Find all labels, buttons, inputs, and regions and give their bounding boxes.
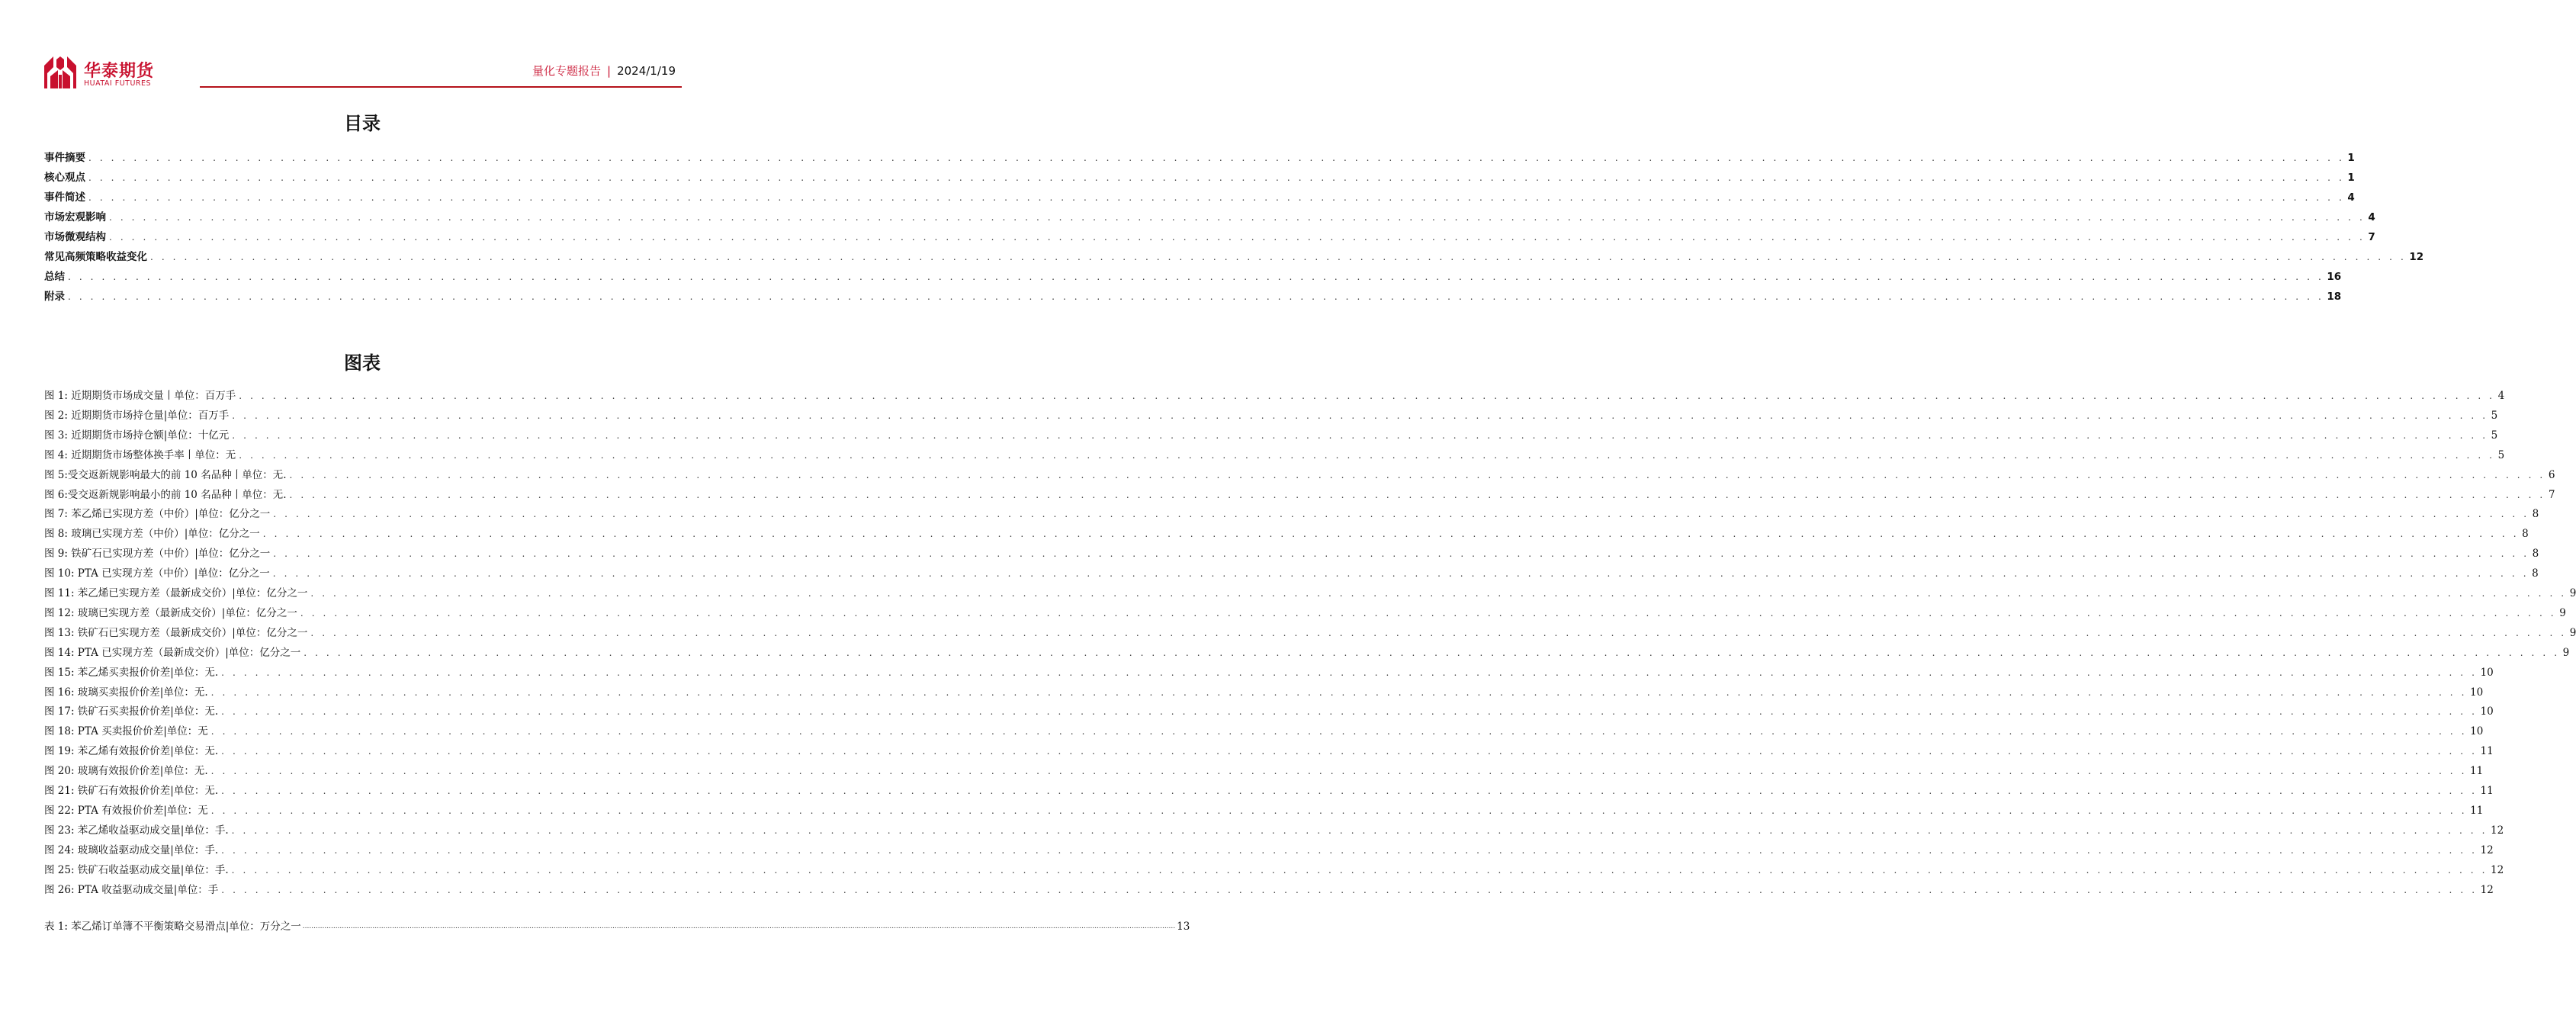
figure-entry-label: 图 19: 苯乙烯有效报价价差|单位：无. (44, 745, 219, 758)
toc-entry-label: 市场微观结构 (44, 231, 106, 243)
figure-entry-page: 8 (2522, 528, 2529, 541)
figure-entry-page: 5 (2497, 448, 2505, 461)
figure-entry-page: 12 (2491, 863, 2504, 876)
toc-entry-page: 16 (2327, 271, 2342, 283)
figure-entry-page: 4 (2497, 390, 2505, 402)
figure-entry-page: 10 (2480, 666, 2494, 679)
dot-leader: . . . . . . . . . . . . . . . . . . . . . . . . . . . . . . . . . . . . . . . . . . . . . . . . . . . . . . . . . . . . . . . . . . . . . . . . . . . . . . . . . . . . . . . . . . . . . . . . . . . . . . . . . . . . . . . . . . . . . . . . . . . . . . . . . . . . . . . . . . . . . . . . . . . . . . . . . . . . . . . . . . . . . . . . . . . . . . . . . . . . . . . . . . . . . . . . . . . . . . . . (221, 786, 2478, 796)
toc-entry[interactable] (44, 250, 2424, 264)
figure-entry-label: 图 23: 苯乙烯收益驱动成交量|单位：手. (44, 824, 229, 837)
table-entry-label: 表 1: 苯乙烯订单簿不平衡策略交易滑点|单位：万分之一 (44, 921, 301, 933)
figure-entry-page: 10 (2470, 725, 2484, 738)
figure-entry-label: 图 24: 玻璃收益驱动成交量|单位：手. (44, 843, 219, 856)
figure-entry[interactable] (44, 843, 2494, 857)
toc-entry-label: 市场宏观影响 (44, 211, 106, 223)
dot-leader: . . . . . . . . . . . . . . . . . . . . . . . . . . . . . . . . . . . . . . . . . . . . . . . . . . . . . . . . . . . . . . . . . . . . . . . . . . . . . . . . . . . . . . . . . . . . . . . . . . . . . . . . . . . . . . . . . . . . . . . . . . . . . . . . . . . . . . . . . . . . . . . . . . . . . . . . . . . . . . . . . . . . . . . . . . . . . . . . . . . . . . . . . . . . . . . . . . . . . . . . (88, 153, 2345, 163)
dot-leader: . . . . . . . . . . . . . . . . . . . . . . . . . . . . . . . . . . . . . . . . . . . . . . . . . . . . . . . . . . . . . . . . . . . . . . . . . . . . . . . . . . . . . . . . . . . . . . . . . . . . . . . . . . . . . . . . . . . . . . . . . . . . . . . . . . . . . . . . . . . . . . . . . . . . . . . . . . . . . . . . . . . . . . . . . . . . . . . . . . . . . . . . . . . . . . . . . . . . . . . . (210, 726, 2468, 737)
dot-leader: . . . . . . . . . . . . . . . . . . . . . . . . . . . . . . . . . . . . . . . . . . . . . . . . . . . . . . . . . . . . . . . . . . . . . . . . . . . . . . . . . . . . . . . . . . . . . . . . . . . . . . . . . . . . . . . . . . . . . . . . . . . . . . . . . . . . . . . . . . . . . . . . . . . . . . . . . . . . . . . . . . . . . . . . . . . . . . . . . . . . . . . . . . . . . . . . . . . . . . . . (221, 884, 2478, 895)
report-info (532, 63, 676, 79)
figure-entry[interactable] (44, 824, 2504, 837)
figure-entry-label: 图 16: 玻璃买卖报价价差|单位：无. (44, 686, 208, 699)
dot-leader: . . . . . . . . . . . . . . . . . . . . . . . . . . . . . . . . . . . . . . . . . . . . . . . . . . . . . . . . . . . . . . . . . . . . . . . . . . . . . . . . . . . . . . . . . . . . . . . . . . . . . . . . . . . . . . . . . . . . . . . . . . . . . . . . . . . . . . . . . . . . . . . . . . . . . . . . . . . . . . . . . . . . . . . . . . . . . . . . . . . . . . . . . . . . . . . . . . . . . . . . (300, 607, 2557, 619)
toc-entry-label: 常见高频策略收益变化 (44, 251, 147, 263)
figure-entry-page: 11 (2480, 785, 2494, 797)
figure-entry-label: 图 25: 铁矿石收益驱动成交量|单位：手. (44, 863, 229, 876)
dot-leader: ................................................................................................................................................................................................................................................................................................................................................................................................................ (302, 923, 1176, 930)
toc-entry-page: 4 (2347, 191, 2355, 204)
figure-entry-label: 图 6:受交返新规影响最小的前 10 名品种丨单位：无. (44, 488, 287, 501)
toc-entry[interactable] (44, 151, 2355, 165)
dot-leader: . . . . . . . . . . . . . . . . . . . . . . . . . . . . . . . . . . . . . . . . . . . . . . . . . . . . . . . . . . . . . . . . . . . . . . . . . . . . . . . . . . . . . . . . . . . . . . . . . . . . . . . . . . . . . . . . . . . . . . . . . . . . . . . . . . . . . . . . . . . . . . . . . . . . . . . . . . . . . . . . . . . . . . . . . . . . . . . . . . . . . . . . . . . . . . . . . . . . . . . . (262, 529, 2520, 540)
dot-leader: . . . . . . . . . . . . . . . . . . . . . . . . . . . . . . . . . . . . . . . . . . . . . . . . . . . . . . . . . . . . . . . . . . . . . . . . . . . . . . . . . . . . . . . . . . . . . . . . . . . . . . . . . . . . . . . . . . . . . . . . . . . . . . . . . . . . . . . . . . . . . . . . . . . . . . . . . . . . . . . . . . . . . . . . . . . . . . . . . . . . . . . . . . . . . . . . . . . . . . . . (221, 746, 2478, 757)
figure-entry[interactable] (44, 804, 2484, 818)
dot-leader: . . . . . . . . . . . . . . . . . . . . . . . . . . . . . . . . . . . . . . . . . . . . . . . . . . . . . . . . . . . . . . . . . . . . . . . . . . . . . . . . . . . . . . . . . . . . . . . . . . . . . . . . . . . . . . . . . . . . . . . . . . . . . . . . . . . . . . . . . . . . . . . . . . . . . . . . . . . . . . . . . . . . . . . . . . . . . . . . . . . . . . . . . . . . . . . . . . . . . . . . (272, 568, 2529, 580)
figure-entry[interactable] (44, 863, 2504, 877)
figure-entry-label: 图 14: PTA 已实现方差（最新成交价）|单位：亿分之一 (44, 646, 301, 659)
dot-leader: . . . . . . . . . . . . . . . . . . . . . . . . . . . . . . . . . . . . . . . . . . . . . . . . . . . . . . . . . . . . . . . . . . . . . . . . . . . . . . . . . . . . . . . . . . . . . . . . . . . . . . . . . . . . . . . . . . . . . . . . . . . . . . . . . . . . . . . . . . . . . . . . . . . . . . . . . . . . . . . . . . . . . . . . . . . . . . . . . . . . . . . . . . . . . . . . . . . . . . . . (273, 509, 2529, 520)
figure-entry-page: 11 (2480, 745, 2494, 758)
toc-entry-page: 12 (2409, 251, 2424, 263)
figure-entry-page: 9 (2562, 646, 2570, 659)
brand-name: 华泰期货 (84, 62, 155, 81)
report-separator: | (607, 64, 612, 78)
toc-entry-page: 4 (2368, 211, 2375, 223)
figure-entry-label: 图 12: 玻璃已实现方差（最新成交价）|单位：亿分之一 (44, 606, 297, 619)
figure-entry[interactable] (44, 606, 2566, 620)
toc-entry-page: 7 (2368, 231, 2375, 243)
figure-entry-page: 8 (2532, 567, 2539, 580)
toc-entry-page: 18 (2327, 291, 2342, 303)
figures-title: 图表 (344, 352, 381, 374)
dot-leader: . . . . . . . . . . . . . . . . . . . . . . . . . . . . . . . . . . . . . . . . . . . . . . . . . . . . . . . . . . . . . . . . . . . . . . . . . . . . . . . . . . . . . . . . . . . . . . . . . . . . . . . . . . . . . . . . . . . . . . . . . . . . . . . . . . . . . . . . . . . . . . . . . . . . . . . . . . . . . . . . . . . . . . . . . . . . . . . . . . . . . . . . . . . . . . . . . . . . . . . . (289, 489, 2545, 500)
figure-entry-page: 5 (2491, 429, 2498, 442)
figure-entry[interactable] (44, 488, 2555, 502)
figure-entry-page: 9 (2559, 606, 2566, 619)
figure-entry-page: 7 (2548, 488, 2555, 501)
toc-entry[interactable] (44, 290, 2342, 304)
toc-entry[interactable] (44, 230, 2375, 244)
figure-entry-label: 图 1: 近期期货市场成交量丨单位：百万手 (44, 390, 236, 402)
toc-entry-label: 附录 (44, 291, 65, 303)
huatai-logo-icon (44, 56, 76, 88)
figure-entry[interactable] (44, 705, 2494, 718)
figure-entry-page: 12 (2491, 824, 2504, 837)
figure-entry[interactable] (44, 883, 2494, 897)
figure-entry[interactable] (44, 547, 2539, 561)
table-entry-page: 13 (1177, 921, 1190, 933)
dot-leader: . . . . . . . . . . . . . . . . . . . . . . . . . . . . . . . . . . . . . . . . . . . . . . . . . . . . . . . . . . . . . . . . . . . . . . . . . . . . . . . . . . . . . . . . . . . . . . . . . . . . . . . . . . . . . . . . . . . . . . . . . . . . . . . . . . . . . . . . . . . . . . . . . . . . . . . . . . . . . . . . . . . . . . . . . . . . . . . . . . . . . . . . . . . . . . . . . . . . . . . . (210, 805, 2468, 816)
dot-leader: . . . . . . . . . . . . . . . . . . . . . . . . . . . . . . . . . . . . . . . . . . . . . . . . . . . . . . . . . . . . . . . . . . . . . . . . . . . . . . . . . . . . . . . . . . . . . . . . . . . . . . . . . . . . . . . . . . . . . . . . . . . . . . . . . . . . . . . . . . . . . . . . . . . . . . . . . . . . . . . . . . . . . . . . . . . . . . . . . . . . . . . . . . . . . . . . . . . . . . . . (239, 449, 2495, 461)
figure-entry[interactable] (44, 567, 2539, 580)
figure-entry-page: 11 (2470, 804, 2484, 817)
report-type: 量化专题报告 (532, 64, 602, 78)
figure-entry-label: 图 2: 近期期货市场持仓量|单位：百万手 (44, 409, 230, 422)
dot-leader: . . . . . . . . . . . . . . . . . . . . . . . . . . . . . . . . . . . . . . . . . . . . . . . . . . . . . . . . . . . . . . . . . . . . . . . . . . . . . . . . . . . . . . . . . . . . . . . . . . . . . . . . . . . . . . . . . . . . . . . . . . . . . . . . . . . . . . . . . . . . . . . . . . . . . . . . . . . . . . . . . . . . . . . . . . . . . . . . . . . . . . . . . . . . . . . . . . . . . . . . (232, 429, 2488, 441)
figure-entry[interactable] (44, 744, 2494, 758)
dot-leader: . . . . . . . . . . . . . . . . . . . . . . . . . . . . . . . . . . . . . . . . . . . . . . . . . . . . . . . . . . . . . . . . . . . . . . . . . . . . . . . . . . . . . . . . . . . . . . . . . . . . . . . . . . . . . . . . . . . . . . . . . . . . . . . . . . . . . . . . . . . . . . . . . . . . . . . . . . . . . . . . . . . . . . . . . . . . . . . . . . . . . . . . . . . . . . . . . . . . . . . . (310, 588, 2567, 599)
toc-entry-label: 核心观点 (44, 172, 85, 184)
figure-entry-page: 12 (2480, 883, 2494, 896)
figure-entry-label: 图 15: 苯乙烯买卖报价价差|单位：无. (44, 666, 219, 679)
dot-leader: . . . . . . . . . . . . . . . . . . . . . . . . . . . . . . . . . . . . . . . . . . . . . . . . . . . . . . . . . . . . . . . . . . . . . . . . . . . . . . . . . . . . . . . . . . . . . . . . . . . . . . . . . . . . . . . . . . . . . . . . . . . . . . . . . . . . . . . . . . . . . . . . . . . . . . . . . . . . . . . . . . . . . . . . . . . . . . . . . . . . . . . . . . . . . . . . . . . . . . . . (273, 548, 2529, 560)
dot-leader: . . . . . . . . . . . . . . . . . . . . . . . . . . . . . . . . . . . . . . . . . . . . . . . . . . . . . . . . . . . . . . . . . . . . . . . . . . . . . . . . . . . . . . . . . . . . . . . . . . . . . . . . . . . . . . . . . . . . . . . . . . . . . . . . . . . . . . . . . . . . . . . . . . . . . . . . . . . . . . . . . . . . . . . . . . . . . . . . . . . . . . . . . . . . . . . . . . . . . . . . (221, 844, 2478, 856)
toc-entry[interactable] (44, 171, 2355, 185)
dot-leader: . . . . . . . . . . . . . . . . . . . . . . . . . . . . . . . . . . . . . . . . . . . . . . . . . . . . . . . . . . . . . . . . . . . . . . . . . . . . . . . . . . . . . . . . . . . . . . . . . . . . . . . . . . . . . . . . . . . . . . . . . . . . . . . . . . . . . . . . . . . . . . . . . . . . . . . . . . . . . . . . . . . . . . . . . . . . . . . . . . . . . . . . . . . . . . . . . . . . . . . . (239, 390, 2495, 401)
figure-entry[interactable] (44, 764, 2484, 778)
figure-entry-page: 6 (2548, 468, 2555, 481)
dot-leader: . . . . . . . . . . . . . . . . . . . . . . . . . . . . . . . . . . . . . . . . . . . . . . . . . . . . . . . . . . . . . . . . . . . . . . . . . . . . . . . . . . . . . . . . . . . . . . . . . . . . . . . . . . . . . . . . . . . . . . . . . . . . . . . . . . . . . . . . . . . . . . . . . . . . . . . . . . . . . . . . . . . . . . . . . . . . . . . . . . . . . . . . . . . . . . . . . . . . . . . . (109, 232, 2366, 243)
figure-entry-page: 5 (2491, 409, 2498, 422)
figure-entry-page: 8 (2532, 508, 2539, 521)
toc-entry-label: 总结 (44, 271, 65, 283)
figure-entry-label: 图 17: 铁矿石买卖报价价差|单位：无. (44, 705, 219, 718)
dot-leader: . . . . . . . . . . . . . . . . . . . . . . . . . . . . . . . . . . . . . . . . . . . . . . . . . . . . . . . . . . . . . . . . . . . . . . . . . . . . . . . . . . . . . . . . . . . . . . . . . . . . . . . . . . . . . . . . . . . . . . . . . . . . . . . . . . . . . . . . . . . . . . . . . . . . . . . . . . . . . . . . . . . . . . . . . . . . . . . . . . . . . . . . . . . . . . . . . . . . . . . . (231, 824, 2488, 836)
figure-entry-label: 图 20: 玻璃有效报价价差|单位：无. (44, 765, 208, 778)
figure-entry[interactable] (44, 666, 2494, 680)
figure-entry-label: 图 22: PTA 有效报价价差|单位：无 (44, 804, 208, 817)
figure-entry-page: 11 (2470, 765, 2484, 778)
figure-entry-label: 图 10: PTA 已实现方差（中价）|单位：亿分之一 (44, 567, 270, 580)
figure-entry[interactable] (44, 527, 2529, 541)
page-header (44, 56, 682, 90)
dot-leader: . . . . . . . . . . . . . . . . . . . . . . . . . . . . . . . . . . . . . . . . . . . . . . . . . . . . . . . . . . . . . . . . . . . . . . . . . . . . . . . . . . . . . . . . . . . . . . . . . . . . . . . . . . . . . . . . . . . . . . . . . . . . . . . . . . . . . . . . . . . . . . . . . . . . . . . . . . . . . . . . . . . . . . . . . . . . . . . . . . . . . . . . . . . . . . . . . . . . . . . . (150, 252, 2407, 262)
figure-entry-label: 图 18: PTA 买卖报价价差|单位：无 (44, 725, 208, 738)
figure-entry[interactable] (44, 409, 2498, 423)
dot-leader: . . . . . . . . . . . . . . . . . . . . . . . . . . . . . . . . . . . . . . . . . . . . . . . . . . . . . . . . . . . . . . . . . . . . . . . . . . . . . . . . . . . . . . . . . . . . . . . . . . . . . . . . . . . . . . . . . . . . . . . . . . . . . . . . . . . . . . . . . . . . . . . . . . . . . . . . . . . . . . . . . . . . . . . . . . . . . . . . . . . . . . . . . . . . . . . . . . . . . . . . (310, 627, 2567, 638)
figure-entry-page: 10 (2470, 686, 2484, 699)
figure-entry-label: 图 9: 铁矿石已实现方差（中价）|单位：亿分之一 (44, 548, 271, 561)
dot-leader: . . . . . . . . . . . . . . . . . . . . . . . . . . . . . . . . . . . . . . . . . . . . . . . . . . . . . . . . . . . . . . . . . . . . . . . . . . . . . . . . . . . . . . . . . . . . . . . . . . . . . . . . . . . . . . . . . . . . . . . . . . . . . . . . . . . . . . . . . . . . . . . . . . . . . . . . . . . . . . . . . . . . . . . . . . . . . . . . . . . . . . . . . . . . . . . . . . . . . . . . (88, 192, 2345, 203)
header-divider (200, 86, 682, 88)
figure-entry[interactable] (44, 725, 2484, 738)
figure-entry-label: 图 3: 近期期货市场持仓额|单位：十亿元 (44, 429, 230, 442)
figure-entry[interactable] (44, 586, 2576, 600)
toc-entry[interactable] (44, 270, 2342, 284)
figure-entry-page: 10 (2480, 705, 2494, 718)
dot-leader: . . . . . . . . . . . . . . . . . . . . . . . . . . . . . . . . . . . . . . . . . . . . . . . . . . . . . . . . . . . . . . . . . . . . . . . . . . . . . . . . . . . . . . . . . . . . . . . . . . . . . . . . . . . . . . . . . . . . . . . . . . . . . . . . . . . . . . . . . . . . . . . . . . . . . . . . . . . . . . . . . . . . . . . . . . . . . . . . . . . . . . . . . . . . . . . . . . . . . . . . (68, 291, 2324, 302)
figure-entry[interactable] (44, 429, 2498, 442)
figure-entry-label: 图 4: 近期期货市场整体换手率丨单位：无 (44, 448, 236, 461)
figure-entry-label: 图 7: 苯乙烯已实现方差（中价）|单位：亿分之一 (44, 508, 271, 521)
figure-entry-page: 9 (2569, 587, 2576, 599)
figure-entry[interactable] (44, 784, 2494, 798)
figure-entry[interactable] (44, 468, 2555, 482)
toc-entry[interactable] (44, 210, 2375, 224)
dot-leader: . . . . . . . . . . . . . . . . . . . . . . . . . . . . . . . . . . . . . . . . . . . . . . . . . . . . . . . . . . . . . . . . . . . . . . . . . . . . . . . . . . . . . . . . . . . . . . . . . . . . . . . . . . . . . . . . . . . . . . . . . . . . . . . . . . . . . . . . . . . . . . . . . . . . . . . . . . . . . . . . . . . . . . . . . . . . . . . . . . . . . . . . . . . . . . . . . . . . . . . . (221, 667, 2478, 678)
dot-leader: . . . . . . . . . . . . . . . . . . . . . . . . . . . . . . . . . . . . . . . . . . . . . . . . . . . . . . . . . . . . . . . . . . . . . . . . . . . . . . . . . . . . . . . . . . . . . . . . . . . . . . . . . . . . . . . . . . . . . . . . . . . . . . . . . . . . . . . . . . . . . . . . . . . . . . . . . . . . . . . . . . . . . . . . . . . . . . . . . . . . . . . . . . . . . . . . . . . . . . . . (210, 686, 2468, 698)
report-date: 2024/1/19 (617, 64, 676, 78)
figure-entry-label: 图 11: 苯乙烯已实现方差（最新成交价）|单位：亿分之一 (44, 587, 308, 599)
figure-entry-page: 9 (2569, 626, 2576, 639)
figure-entry[interactable] (44, 507, 2539, 521)
toc-entry-page: 1 (2347, 152, 2355, 164)
dot-leader: . . . . . . . . . . . . . . . . . . . . . . . . . . . . . . . . . . . . . . . . . . . . . . . . . . . . . . . . . . . . . . . . . . . . . . . . . . . . . . . . . . . . . . . . . . . . . . . . . . . . . . . . . . . . . . . . . . . . . . . . . . . . . . . . . . . . . . . . . . . . . . . . . . . . . . . . . . . . . . . . . . . . . . . . . . . . . . . . . . . . . . . . . . . . . . . . . . . . . . . . (289, 469, 2545, 480)
brand-name-en: HUATAI FUTURES (84, 79, 152, 88)
figure-entry-label: 图 8: 玻璃已实现方差（中价）|单位：亿分之一 (44, 528, 260, 541)
toc-entry-page: 1 (2347, 172, 2355, 184)
dot-leader: . . . . . . . . . . . . . . . . . . . . . . . . . . . . . . . . . . . . . . . . . . . . . . . . . . . . . . . . . . . . . . . . . . . . . . . . . . . . . . . . . . . . . . . . . . . . . . . . . . . . . . . . . . . . . . . . . . . . . . . . . . . . . . . . . . . . . . . . . . . . . . . . . . . . . . . . . . . . . . . . . . . . . . . . . . . . . . . . . . . . . . . . . . . . . . . . . . . . . . . . (109, 212, 2366, 223)
figure-entry[interactable] (44, 626, 2576, 640)
table-entry[interactable] (44, 920, 1190, 933)
dot-leader: . . . . . . . . . . . . . . . . . . . . . . . . . . . . . . . . . . . . . . . . . . . . . . . . . . . . . . . . . . . . . . . . . . . . . . . . . . . . . . . . . . . . . . . . . . . . . . . . . . . . . . . . . . . . . . . . . . . . . . . . . . . . . . . . . . . . . . . . . . . . . . . . . . . . . . . . . . . . . . . . . . . . . . . . . . . . . . . . . . . . . . . . . . . . . . . . . . . . . . . . (221, 706, 2478, 718)
figure-entry-label: 图 5:受交返新规影响最大的前 10 名品种丨单位：无. (44, 468, 287, 481)
dot-leader: . . . . . . . . . . . . . . . . . . . . . . . . . . . . . . . . . . . . . . . . . . . . . . . . . . . . . . . . . . . . . . . . . . . . . . . . . . . . . . . . . . . . . . . . . . . . . . . . . . . . . . . . . . . . . . . . . . . . . . . . . . . . . . . . . . . . . . . . . . . . . . . . . . . . . . . . . . . . . . . . . . . . . . . . . . . . . . . . . . . . . . . . . . . . . . . . . . . . . . . . (232, 410, 2488, 421)
dot-leader: . . . . . . . . . . . . . . . . . . . . . . . . . . . . . . . . . . . . . . . . . . . . . . . . . . . . . . . . . . . . . . . . . . . . . . . . . . . . . . . . . . . . . . . . . . . . . . . . . . . . . . . . . . . . . . . . . . . . . . . . . . . . . . . . . . . . . . . . . . . . . . . . . . . . . . . . . . . . . . . . . . . . . . . . . . . . . . . . . . . . . . . . . . . . . . . . . . . . . . . . (88, 172, 2345, 183)
toc-title: 目录 (344, 113, 381, 134)
figure-entry[interactable] (44, 646, 2570, 660)
dot-leader: . . . . . . . . . . . . . . . . . . . . . . . . . . . . . . . . . . . . . . . . . . . . . . . . . . . . . . . . . . . . . . . . . . . . . . . . . . . . . . . . . . . . . . . . . . . . . . . . . . . . . . . . . . . . . . . . . . . . . . . . . . . . . . . . . . . . . . . . . . . . . . . . . . . . . . . . . . . . . . . . . . . . . . . . . . . . . . . . . . . . . . . . . . . . . . . . . . . . . . . . (210, 766, 2468, 777)
figure-entry[interactable] (44, 686, 2484, 699)
dot-leader: . . . . . . . . . . . . . . . . . . . . . . . . . . . . . . . . . . . . . . . . . . . . . . . . . . . . . . . . . . . . . . . . . . . . . . . . . . . . . . . . . . . . . . . . . . . . . . . . . . . . . . . . . . . . . . . . . . . . . . . . . . . . . . . . . . . . . . . . . . . . . . . . . . . . . . . . . . . . . . . . . . . . . . . . . . . . . . . . . . . . . . . . . . . . . . . . . . . . . . . . (231, 864, 2488, 876)
toc-entry-label: 事件简述 (44, 191, 85, 204)
figure-entry-label: 图 26: PTA 收益驱动成交量|单位：手 (44, 883, 219, 896)
figure-entry-label: 图 21: 铁矿石有效报价价差|单位：无. (44, 785, 219, 797)
figure-entry-page: 12 (2480, 843, 2494, 856)
figure-entry-page: 8 (2532, 548, 2539, 561)
toc-entry-label: 事件摘要 (44, 152, 85, 164)
figure-entry[interactable] (44, 448, 2505, 462)
dot-leader: . . . . . . . . . . . . . . . . . . . . . . . . . . . . . . . . . . . . . . . . . . . . . . . . . . . . . . . . . . . . . . . . . . . . . . . . . . . . . . . . . . . . . . . . . . . . . . . . . . . . . . . . . . . . . . . . . . . . . . . . . . . . . . . . . . . . . . . . . . . . . . . . . . . . . . . . . . . . . . . . . . . . . . . . . . . . . . . . . . . . . . . . . . . . . . . . . . . . . . . . (68, 272, 2324, 282)
dot-leader: . . . . . . . . . . . . . . . . . . . . . . . . . . . . . . . . . . . . . . . . . . . . . . . . . . . . . . . . . . . . . . . . . . . . . . . . . . . . . . . . . . . . . . . . . . . . . . . . . . . . . . . . . . . . . . . . . . . . . . . . . . . . . . . . . . . . . . . . . . . . . . . . . . . . . . . . . . . . . . . . . . . . . . . . . . . . . . . . . . . . . . . . . . . . . . . . . . . . . . . . (304, 647, 2560, 658)
figure-entry-label: 图 13: 铁矿石已实现方差（最新成交价）|单位：亿分之一 (44, 626, 308, 639)
figure-entry[interactable] (44, 389, 2505, 403)
toc-entry[interactable] (44, 191, 2355, 204)
